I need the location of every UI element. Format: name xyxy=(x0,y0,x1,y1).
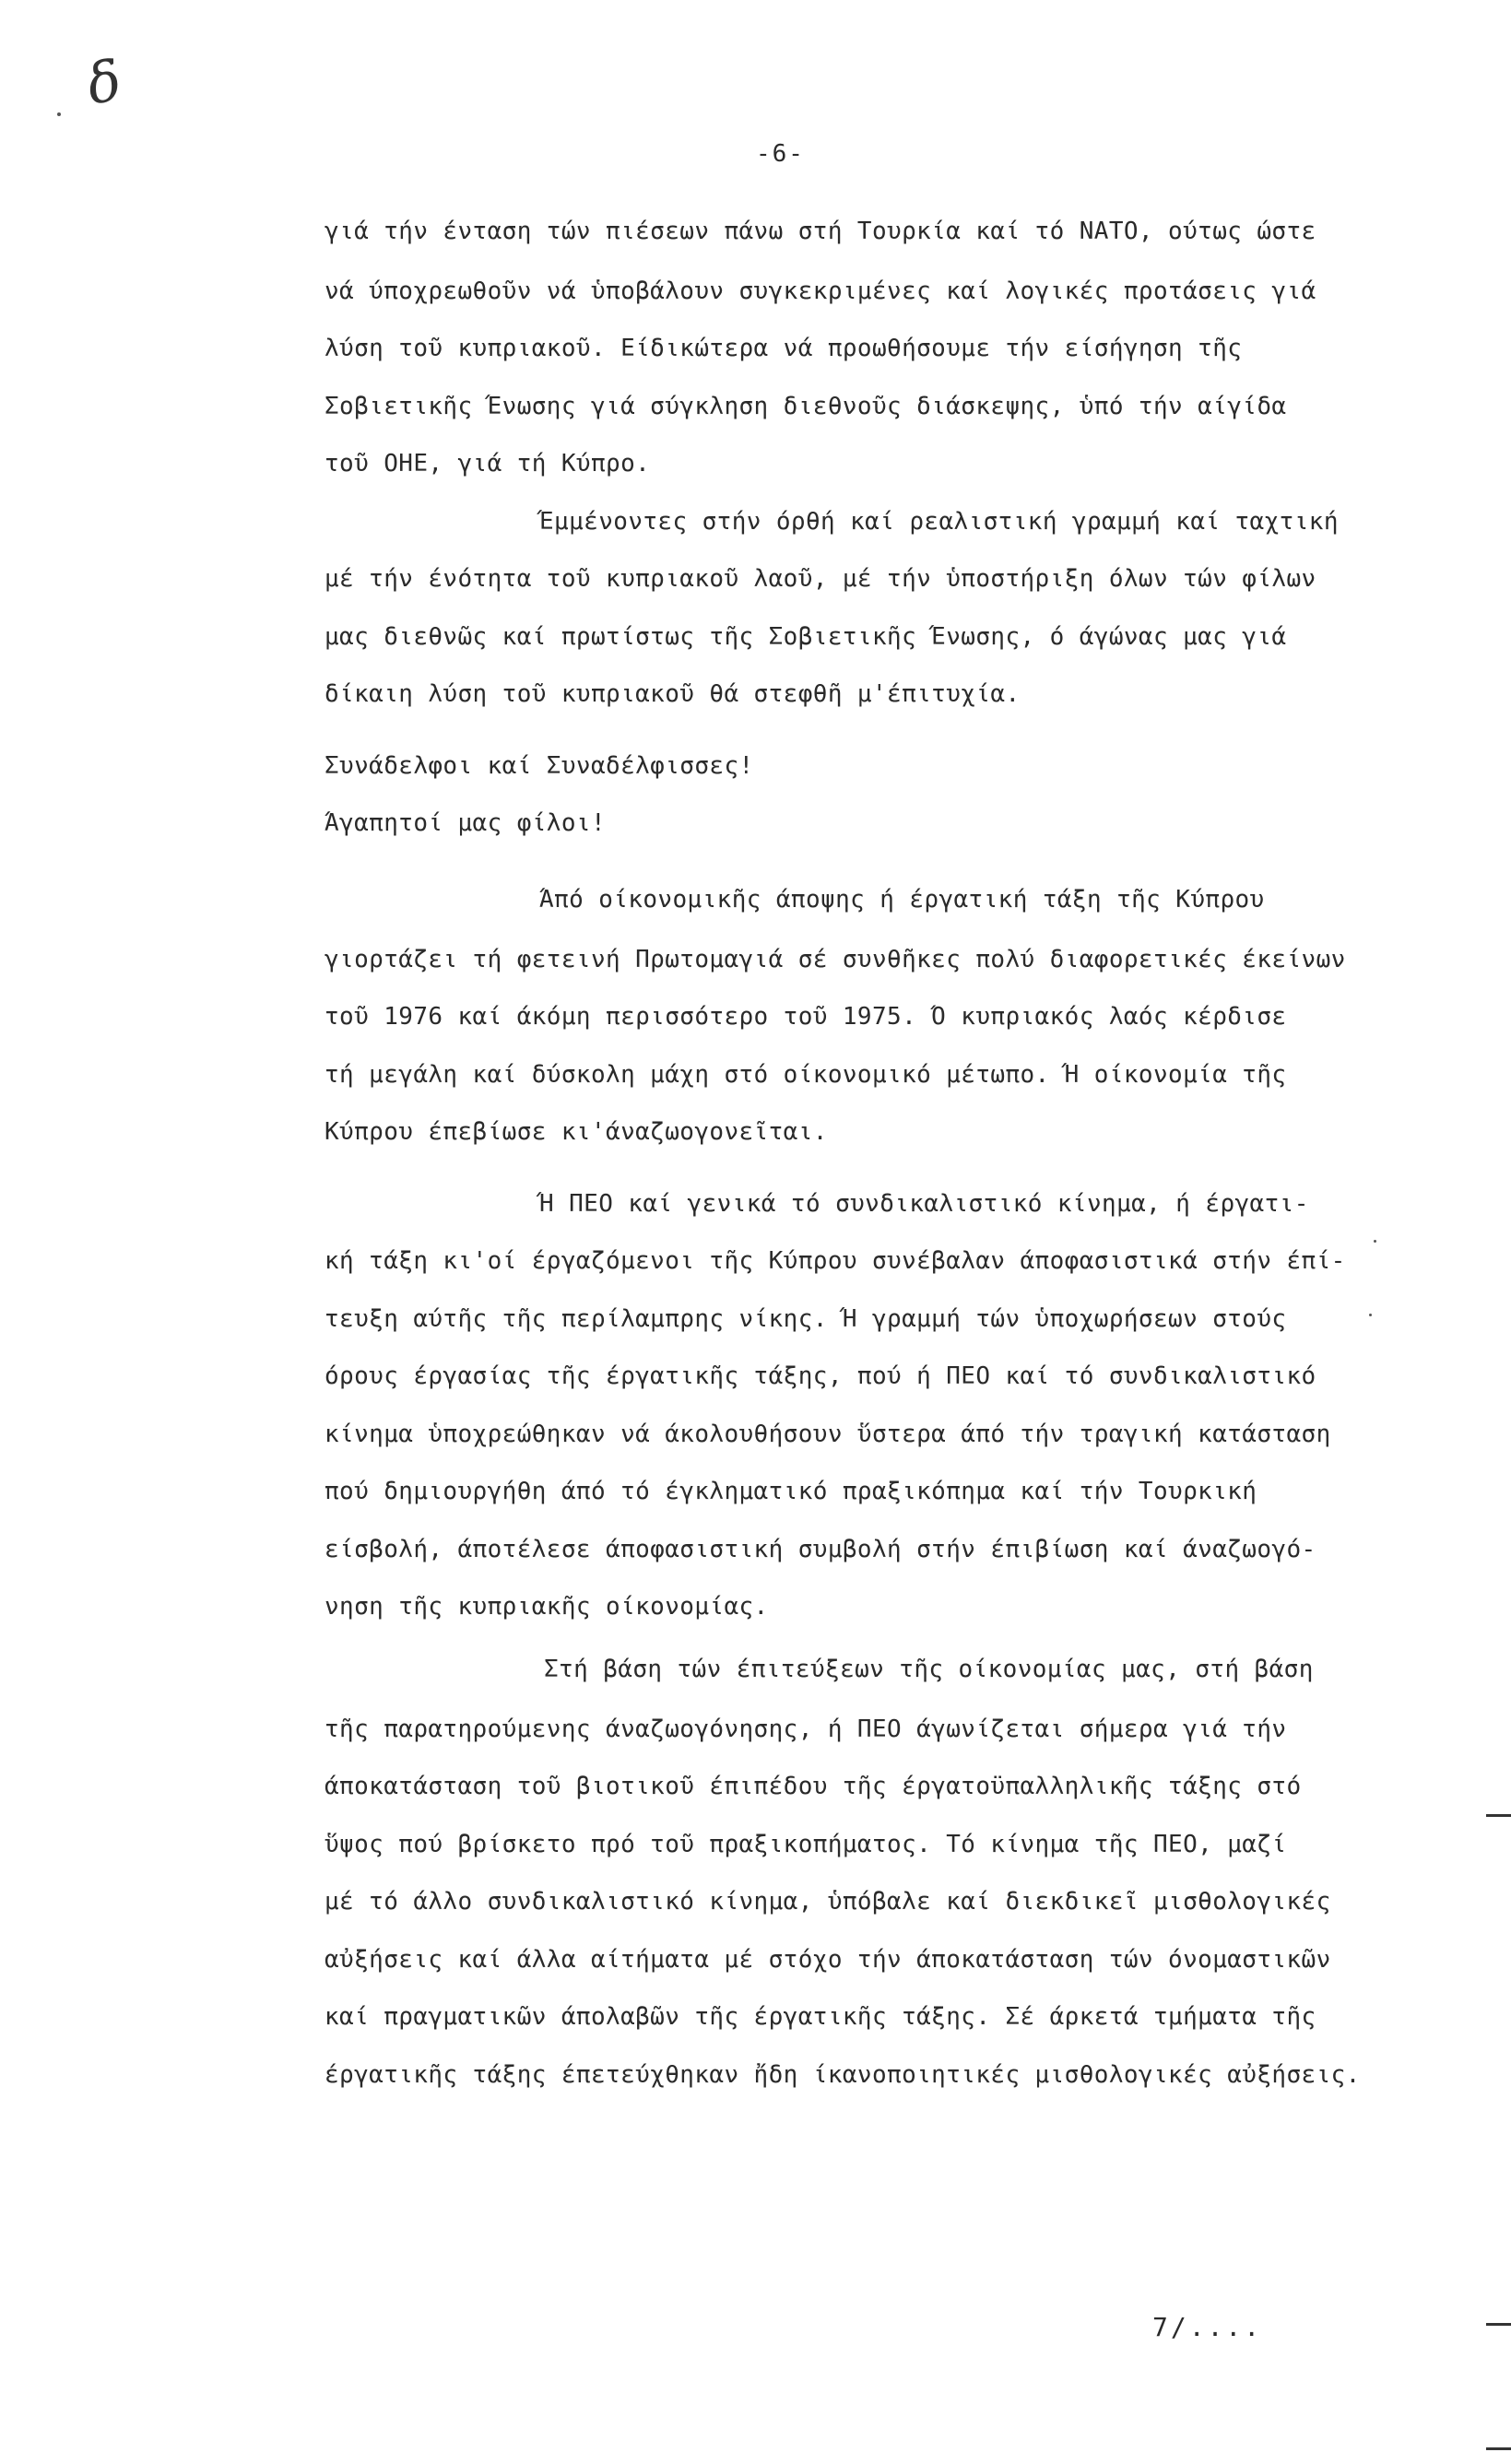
text-line: έργατικῆς τάξης έπετεύχθηκαν ἤδη ίκανοποιητικές μισθολογικές αὐξήσεις. xyxy=(325,2061,1361,2089)
text-line: τοῦ 1976 καί άκόμη περισσότερο τοῦ 1975. Ό κυπριακός λαός κέρδισε xyxy=(325,1003,1287,1031)
text-line: κή τάξη κι'οί έργαζόμενοι τῆς Κύπρου συνέβαλαν άποφασιστικά στήν έπί- xyxy=(325,1247,1346,1275)
text-line: τοῦ ΟΗΕ, γιά τή Κύπρο. xyxy=(325,450,651,477)
text-line: αὐξήσεις καί άλλα αίτήματα μέ στόχο τήν άποκατάσταση τών όνομαστικῶν xyxy=(325,1946,1331,1974)
ink-speck xyxy=(57,112,61,116)
text-line: Σοβιετικῆς Ένωσης γιά σύγκληση διεθνοῦς διάσκεψης, ὑπό τήν αίγίδα xyxy=(325,393,1287,420)
continuation-marker: 7/.... xyxy=(1152,2312,1263,2342)
text-line: νά ύποχρεωθοῦν νά ὑποβάλουν συγκεκριμένες καί λογικές προτάσεις γιά xyxy=(325,277,1316,305)
text-line: μας διεθνῶς καί πρωτίστως τῆς Σοβιετικῆς Ένωσης, ό άγώνας μας γιά xyxy=(325,623,1287,651)
text-line: τή μεγάλη καί δύσκολη μάχη στό οίκονομικό μέτωπο. Ή οίκονομία τῆς xyxy=(325,1061,1287,1089)
page-number: -6- xyxy=(756,140,805,168)
scan-edge-mark xyxy=(1486,2447,1511,2450)
text-line: γιά τήν ένταση τών πιέσεων πάνω στή Τουρκία καί τό ΝΑΤΟ, ούτως ώστε xyxy=(325,218,1316,245)
scan-edge-mark xyxy=(1486,2323,1511,2326)
ink-speck xyxy=(1369,1314,1372,1316)
text-line: μέ τό άλλο συνδικαλιστικό κίνημα, ὑπόβαλε καί διεκδικεῖ μισθολογικές xyxy=(325,1888,1331,1916)
text-line: γιορτάζει τή φετεινή Πρωτομαγιά σέ συνθῆκες πολύ διαφορετικές έκείνων xyxy=(325,946,1346,973)
text-line: Κύπρου έπεβίωσε κι'άναζωογονεῖται. xyxy=(325,1118,828,1146)
salutation: Συνάδελφοι καί Συναδέλφισσες! xyxy=(325,752,754,780)
text-line: Έμμένοντες στήν όρθή καί ρεαλιστική γραμμή καί ταχτική xyxy=(539,508,1339,536)
text-line: πού δημιουργήθη άπό τό έγκληματικό πραξικόπημα καί τήν Τουρκική xyxy=(325,1478,1257,1505)
text-line: άποκατάσταση τοῦ βιοτικοῦ έπιπέδου τῆς έργατοϋπαλληλικῆς τάξης στό xyxy=(325,1773,1302,1800)
salutation: Άγαπητοί μας φίλοι! xyxy=(325,809,607,837)
text-line: καί πραγματικῶν άπολαβῶν τῆς έργατικῆς τάξης. Σέ άρκετά τμήματα τῆς xyxy=(325,2003,1316,2031)
ink-speck xyxy=(1374,1240,1376,1243)
text-line: κίνημα ὑποχρεώθηκαν νά άκολουθήσουν ὕστερα άπό τήν τραγική κατάσταση xyxy=(325,1421,1331,1448)
text-line: τῆς παρατηρούμενης άναζωογόνησης, ή ΠΕΟ άγωνίζεται σήμερα γιά τήν xyxy=(325,1715,1287,1743)
text-line: Άπό οίκονομικῆς άποψης ή έργατική τάξη τῆς Κύπρου xyxy=(539,886,1265,914)
text-line: νηση τῆς κυπριακῆς οίκονομίας. xyxy=(325,1593,769,1621)
scan-edge-mark xyxy=(1486,1814,1511,1817)
handwritten-margin-mark: δ xyxy=(81,48,128,118)
text-line: όρους έργασίας τῆς έργατικῆς τάξης, πού ή ΠΕΟ καί τό συνδικαλιστικό xyxy=(325,1362,1316,1390)
text-line: Ή ΠΕΟ καί γενικά τό συνδικαλιστικό κίνημα, ή έργατι- xyxy=(539,1190,1309,1218)
text-line: Στή βάση τών έπιτεύξεων τῆς οίκονομίας μας, στή βάση xyxy=(544,1656,1314,1683)
text-line: λύση τοῦ κυπριακοῦ. Είδικώτερα νά προωθήσουμε τήν είσήγηση τῆς xyxy=(325,335,1243,362)
text-line: ὕψος πού βρίσκετο πρό τοῦ πραξικοπήματος. Τό κίνημα τῆς ΠΕΟ, μαζί xyxy=(325,1831,1287,1858)
text-line: μέ τήν ένότητα τοῦ κυπριακοῦ λαοῦ, μέ τήν ὑποστήριξη όλων τών φίλων xyxy=(325,565,1316,593)
text-line: είσβολή, άποτέλεσε άποφασιστική συμβολή στήν έπιβίωση καί άναζωογό- xyxy=(325,1536,1316,1563)
text-line: δίκαιη λύση τοῦ κυπριακοῦ θά στεφθῆ μ'έπιτυχία. xyxy=(325,680,1021,708)
text-line: τευξη αύτῆς τῆς περίλαμπρης νίκης. Ή γραμμή τών ὑποχωρήσεων στούς xyxy=(325,1305,1287,1333)
